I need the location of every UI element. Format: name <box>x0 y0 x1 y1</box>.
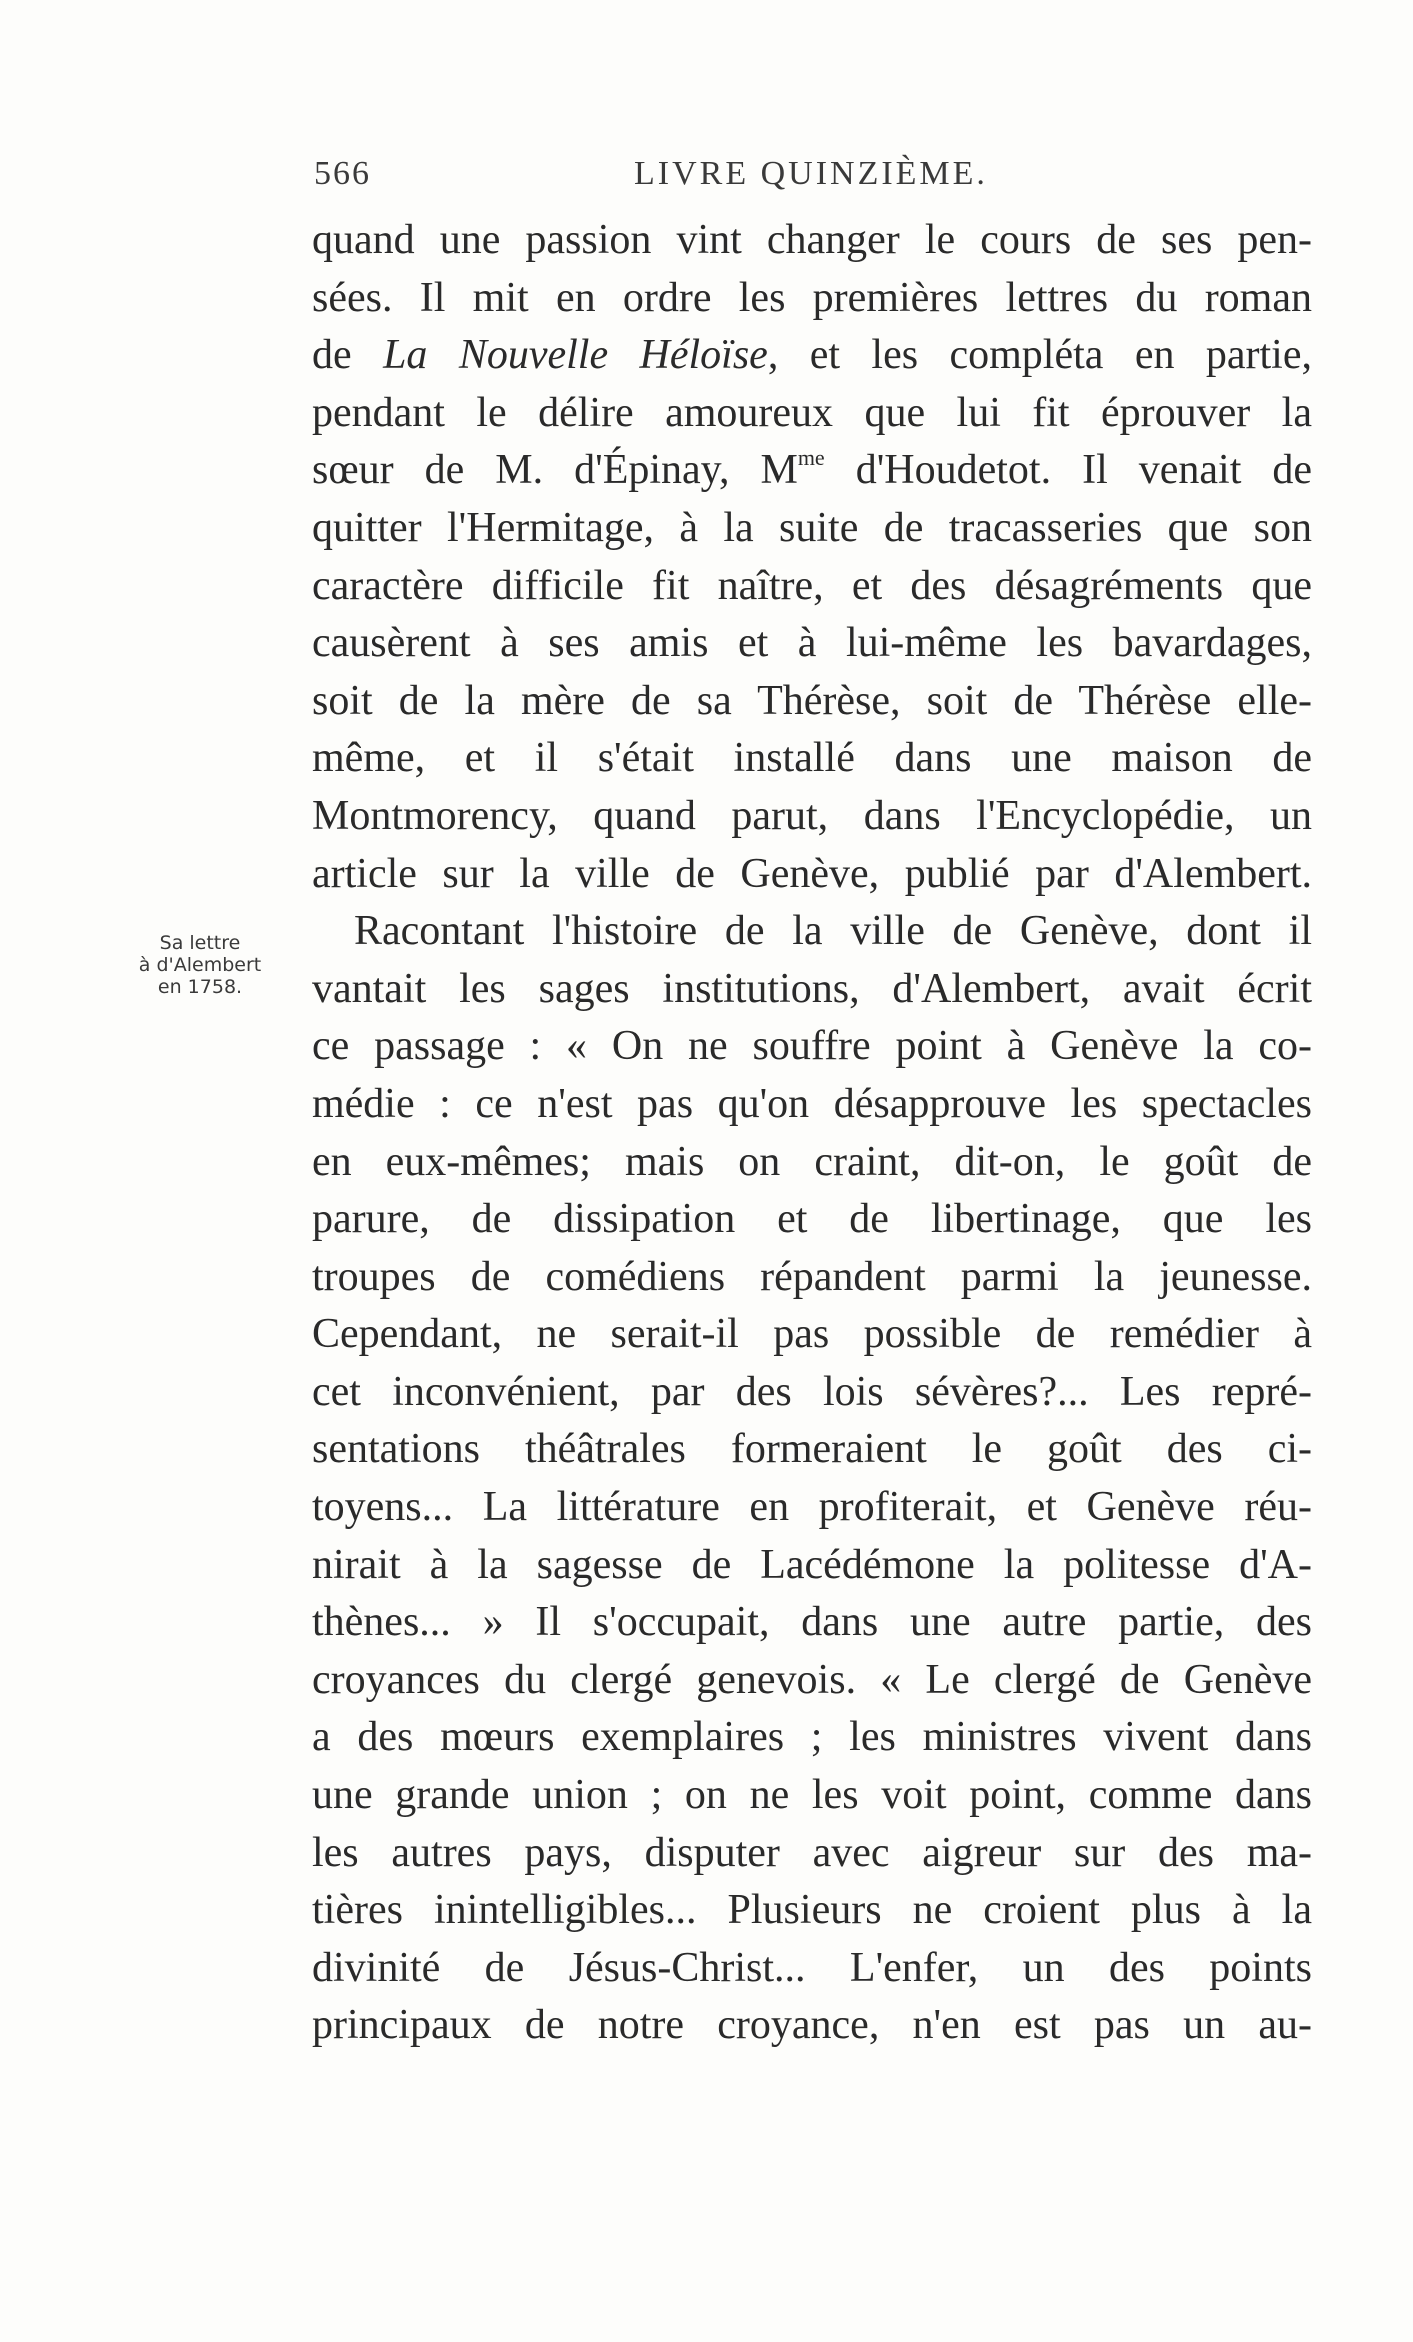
text-line: croyances du clergé genevois. « Le clergé de Genève <box>312 1656 1312 1703</box>
text-line: même, et il s'était installé dans une maison de <box>312 735 1312 782</box>
margin-note-line: en 1758. <box>157 976 243 998</box>
text-line: Montmorency, quand parut, dans l'Encyclopédie, un <box>312 792 1312 839</box>
text-line: divinité de Jésus-Christ... L'enfer, un des points <box>312 1944 1312 1991</box>
text-line: parure, de dissipation et de libertinage, que les <box>312 1196 1312 1243</box>
text-line: troupes de comédiens répandent parmi la jeunesse. <box>312 1253 1312 1300</box>
text-line: pendant le délire amoureux que lui fit éprouver la <box>312 389 1312 436</box>
body-text <box>312 212 1312 2055</box>
text-line: article sur la ville de Genève, publié par d'Alembert. <box>312 850 1312 897</box>
running-title: LIVRE QUINZIÈME. <box>634 155 988 192</box>
text-fragment: d'Houdetot. Il venait de <box>824 447 1312 494</box>
text-fragment: , et les compléta en partie, <box>767 332 1312 379</box>
text-line: sées. Il mit en ordre les premières lettres du roman <box>312 274 1312 321</box>
text-line-paragraph-start: Racontant l'histoire de la ville de Genève, dont il <box>354 908 1312 955</box>
text-line: médie : ce n'est pas qu'on désapprouve les spectacles <box>312 1080 1312 1127</box>
text-line: caractère difficile fit naître, et des désagréments que <box>312 562 1312 609</box>
text-line <box>312 442 1312 500</box>
text-fragment: de <box>312 332 384 379</box>
text-line: quitter l'Hermitage, à la suite de tracasseries que son <box>312 504 1312 551</box>
margin-note <box>120 932 280 998</box>
book-title-italic: La Nouvelle Héloïse <box>383 332 768 379</box>
text-line: vantait les sages institutions, d'Alembert, avait écrit <box>312 965 1312 1012</box>
text-line: Cependant, ne serait-il pas possible de remédier à <box>312 1311 1312 1358</box>
text-line: nirait à la sagesse de Lacédémone la politesse d'A- <box>312 1541 1312 1588</box>
running-head <box>314 155 1314 195</box>
text-line <box>312 327 1312 385</box>
text-line: sentations théâtrales formeraient le goût des ci- <box>312 1426 1312 1473</box>
text-line: thènes... » Il s'occupait, dans une autre partie, des <box>312 1599 1312 1646</box>
text-line: principaux de notre croyance, n'en est pas un au- <box>312 2002 1312 2049</box>
text-line: les autres pays, disputer avec aigreur sur des ma- <box>312 1829 1312 1876</box>
text-line: ce passage : « On ne souffre point à Genève la co- <box>312 1023 1312 1070</box>
margin-note-line: Sa lettre <box>159 932 241 954</box>
text-line: cet inconvénient, par des lois sévères?... Les repré- <box>312 1368 1312 1415</box>
text-line: causèrent à ses amis et à lui-même les bavardages, <box>312 620 1312 667</box>
text-line: une grande union ; on ne les voit point, comme dans <box>312 1772 1312 1819</box>
text-line: toyens... La littérature en profiterait, et Genève réu- <box>312 1484 1312 1531</box>
margin-note-line: à d'Alembert <box>138 954 262 976</box>
text-line: en eux-mêmes; mais on craint, dit-on, le goût de <box>312 1138 1312 1185</box>
text-line: a des mœurs exemplaires ; les ministres vivent dans <box>312 1714 1312 1761</box>
text-line: soit de la mère de sa Thérèse, soit de Thérèse elle- <box>312 677 1312 724</box>
text-line: tières inintelligibles... Plusieurs ne croient plus à la <box>312 1887 1312 1934</box>
page-number: 566 <box>314 155 371 192</box>
superscript-abbrev: me <box>797 445 825 471</box>
text-fragment: sœur de M. d'Épinay, M <box>312 447 798 494</box>
text-line: quand une passion vint changer le cours de ses pen- <box>312 217 1312 263</box>
